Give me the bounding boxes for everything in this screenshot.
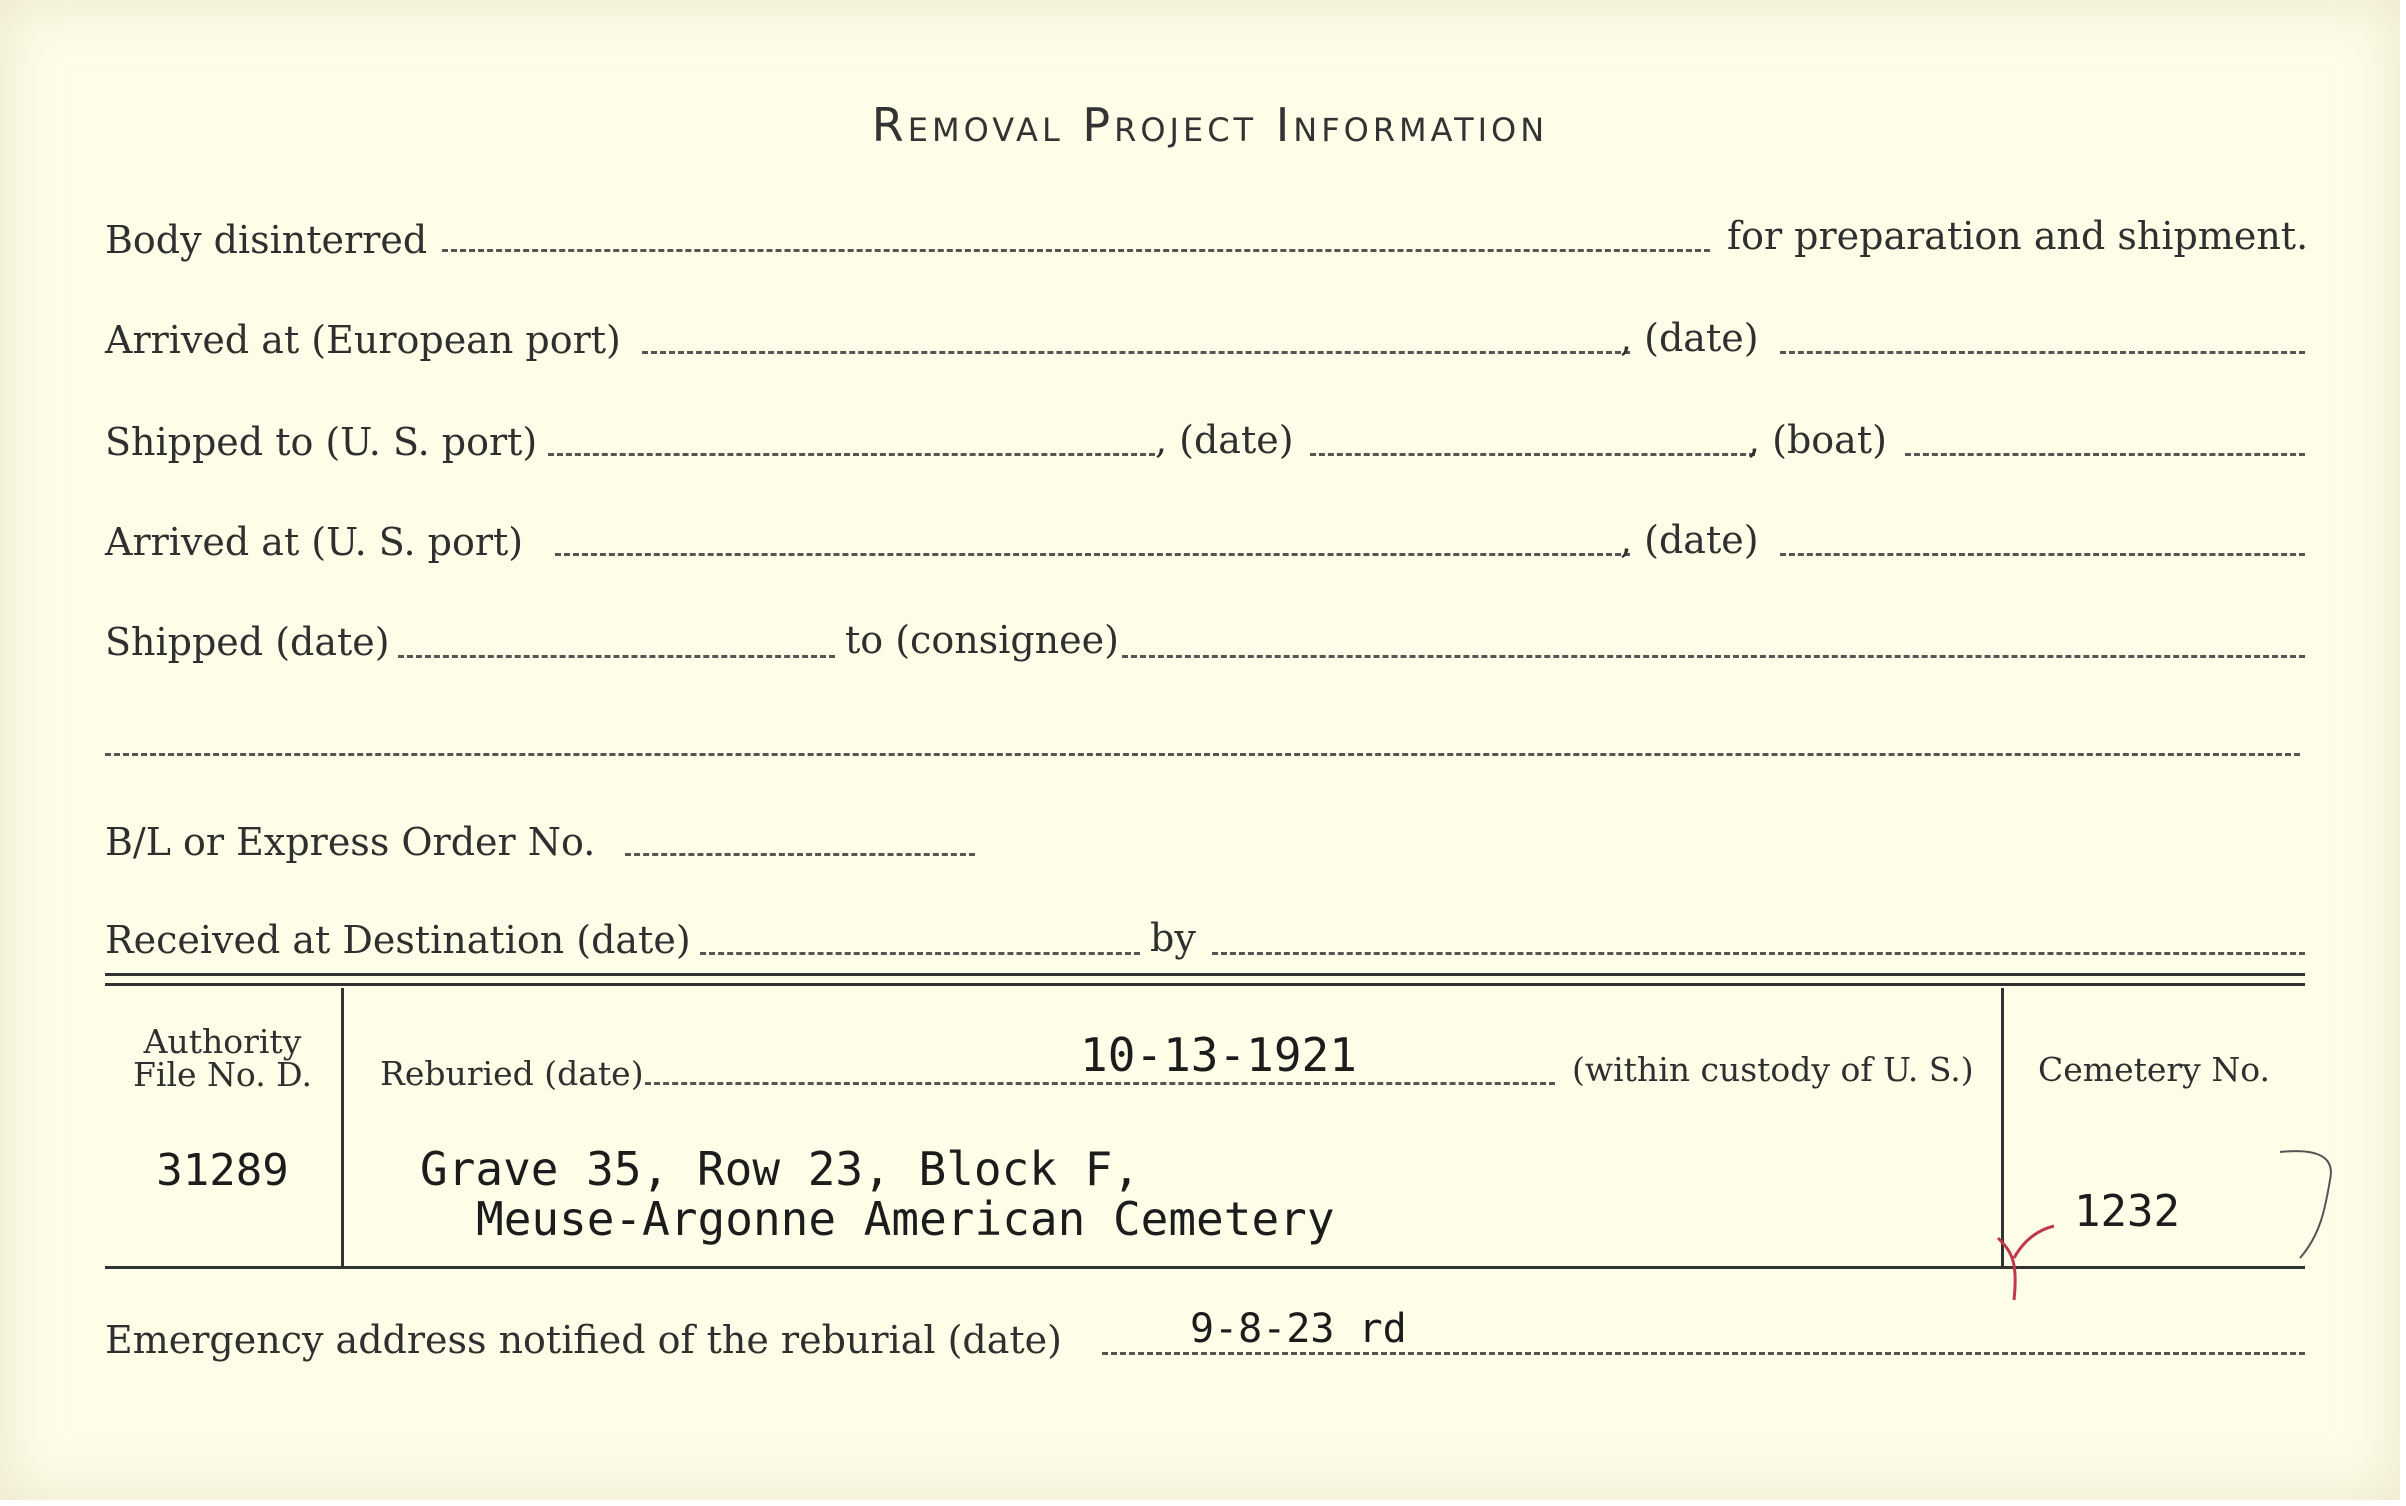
boat-label: , (boat) <box>1748 418 1887 462</box>
emergency-address-label: Emergency address notified of the reburial (date) <box>105 1318 1062 1362</box>
body-disinterred-label: Body disinterred <box>105 218 428 262</box>
authority-label-line2: File No. D. <box>133 1055 312 1094</box>
boat-line <box>1905 453 2305 456</box>
bl-express-order-label: B/L or Express Order No. <box>105 820 596 864</box>
european-port-line <box>642 351 1630 354</box>
cemetery-number-label: Cemetery No. <box>2038 1050 2270 1089</box>
authority-file-number: 31289 <box>156 1145 289 1196</box>
table-bottom-rule <box>105 1266 2305 1269</box>
shipped-to-us-port-label: Shipped to (U. S. port) <box>105 420 538 464</box>
grave-location-line1: Grave 35, Row 23, Block F, <box>420 1142 1141 1196</box>
consignee-line <box>1122 655 2305 658</box>
arrived-us-port-line <box>555 553 1630 556</box>
arrived-us-date-label: , (date) <box>1620 518 1759 562</box>
reburied-date-value: 10-13-1921 <box>1080 1028 1357 1082</box>
european-date-line <box>1780 351 2305 354</box>
consignee-continuation-line <box>105 753 2300 756</box>
shipped-date-label: , (date) <box>1155 418 1294 462</box>
preparation-shipment-text: for preparation and shipment. <box>1727 214 2309 258</box>
shipped-to-us-port-line <box>548 453 1155 456</box>
authority-label-line1: Authority <box>143 1022 302 1061</box>
shipped-date-line <box>1310 453 1755 456</box>
arrived-us-date-line <box>1780 553 2305 556</box>
form-title: Removal Project Information <box>871 98 1549 152</box>
body-disinterred-line <box>442 249 1710 252</box>
european-port-label: Arrived at (European port) <box>105 318 621 362</box>
consignee-label: to (consignee) <box>845 618 1119 662</box>
emergency-date-value: 9-8-23 rd <box>1190 1306 1407 1352</box>
pencil-check-mark <box>1990 1140 2360 1310</box>
received-destination-label: Received at Destination (date) <box>105 918 691 962</box>
received-by-line <box>1212 952 2305 955</box>
bl-express-order-line <box>625 853 975 856</box>
european-date-label: , (date) <box>1620 316 1759 360</box>
received-by-label: by <box>1150 916 1196 960</box>
reburied-date-line <box>645 1082 1555 1085</box>
table-divider-left <box>341 988 344 1266</box>
grave-location-line2: Meuse-Argonne American Cemetery <box>476 1192 1335 1246</box>
within-custody-label: (within custody of U. S.) <box>1572 1050 1974 1089</box>
emergency-date-line <box>1102 1352 2305 1355</box>
table-top-rule-1 <box>105 973 2305 976</box>
table-top-rule-2 <box>105 983 2305 986</box>
cemetery-number-value: 1232 <box>2074 1186 2180 1237</box>
shipped-date-row-label: Shipped (date) <box>105 620 390 664</box>
reburied-date-label: Reburied (date) <box>380 1054 644 1093</box>
shipped-date-row-line <box>398 655 835 658</box>
arrived-us-port-label: Arrived at (U. S. port) <box>105 520 524 564</box>
received-date-line <box>700 952 1140 955</box>
